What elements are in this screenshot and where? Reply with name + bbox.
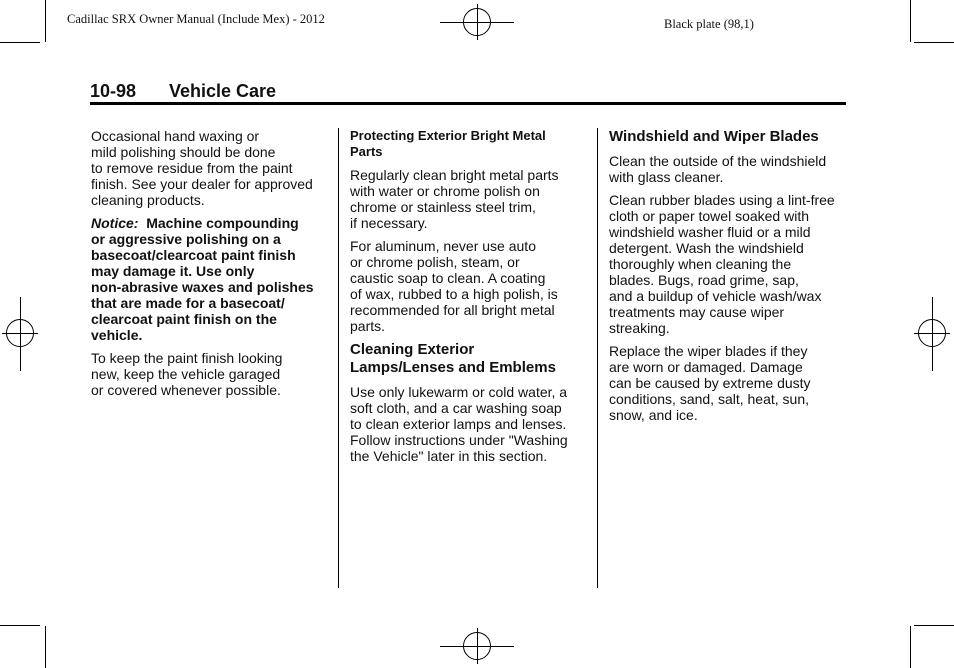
page-number: 10-98 xyxy=(90,81,137,101)
header-plate-info: Black plate (98,1) xyxy=(664,17,754,31)
paragraph-lamps: Use only lukewarm or cold water, a soft cloth, and a car washing soap to clean exterior lamps and lenses. Follow instructions under "Washing the Vehicle" later in this section. xyxy=(350,384,568,464)
notice-label: Notice: xyxy=(91,215,139,231)
paragraph-paint-finish: To keep the paint finish looking new, keep the vehicle garaged or covered whenever possible. xyxy=(91,350,283,398)
heading-rule xyxy=(90,102,846,105)
paragraph-bright-metal: Regularly clean bright metal parts with water or chrome polish on chrome or stainless steel trim, if necessary. xyxy=(350,167,559,231)
paragraph-windshield-clean: Clean the outside of the windshield with glass cleaner. xyxy=(609,153,827,185)
paragraph-replace-blades: Replace the wiper blades if they are worn or damaged. Damage can be caused by extreme dusty conditions, sand, salt, heat, sun, snow, and ice. xyxy=(609,343,811,423)
column-3 xyxy=(609,128,849,430)
subheading-bright-metal: Protecting Exterior Bright Metal Parts xyxy=(350,128,546,159)
column-divider xyxy=(597,128,598,588)
crop-mark xyxy=(0,625,40,626)
crop-mark xyxy=(45,0,46,42)
page-heading xyxy=(90,81,846,102)
crop-mark xyxy=(910,626,911,668)
crop-mark xyxy=(910,0,911,42)
crop-mark xyxy=(0,42,40,43)
notice-paragraph: Notice: Machine compounding or aggressive polishing on a basecoat/clearcoat paint finish may damage it. Use only non-abrasive waxes and polishes that are made for a basecoat/ clearcoat paint finish on the vehicle. xyxy=(91,215,314,343)
column-divider xyxy=(338,128,339,588)
crop-mark xyxy=(914,625,954,626)
column-2 xyxy=(350,128,590,471)
section-title: Vehicle Care xyxy=(169,81,277,101)
column-1 xyxy=(91,128,331,405)
paragraph-aluminum: For aluminum, never use auto or chrome polish, steam, or caustic soap to clean. A coating of wax, rubbed to a high polish, is recommended for all bright metal parts. xyxy=(350,238,558,334)
heading-windshield: Windshield and Wiper Blades xyxy=(609,128,819,145)
heading-cleaning-lamps: Cleaning Exterior Lamps/Lenses and Emblems xyxy=(350,341,556,376)
header-document-title: Cadillac SRX Owner Manual (Include Mex) - 2012 xyxy=(67,12,325,26)
paragraph-hand-waxing: Occasional hand waxing or mild polishing should be done to remove residue from the paint finish. See your dealer for approved cleaning products. xyxy=(91,128,313,208)
crop-mark xyxy=(45,626,46,668)
paragraph-rubber-blades: Clean rubber blades using a lint-free cloth or paper towel soaked with windshield washer fluid or a mild detergent. Wash the windshield thoroughly when cleaning the blades. Bugs, road grime, sap, and a buildup of vehicle wash/wax treatments may cause wiper streaking. xyxy=(609,192,835,336)
crop-mark xyxy=(914,42,954,43)
